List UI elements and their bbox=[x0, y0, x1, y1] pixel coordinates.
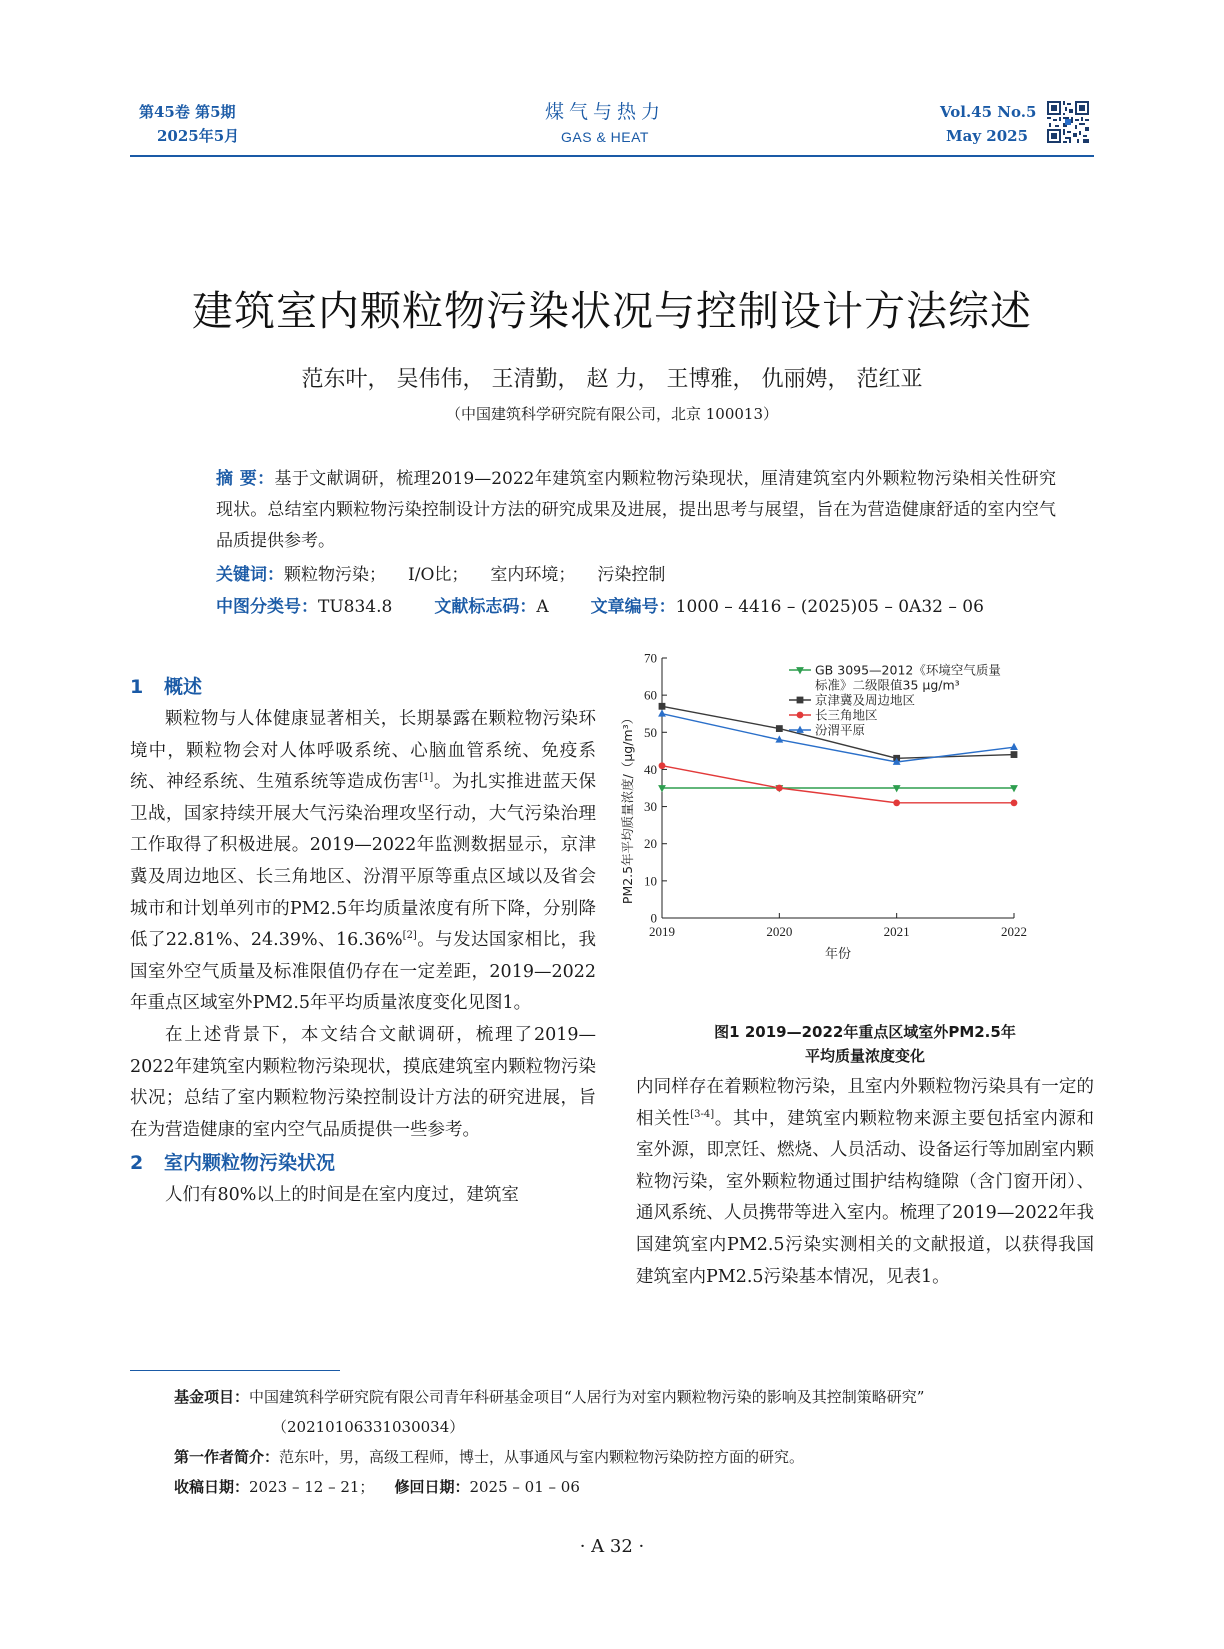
legend-marker bbox=[797, 712, 804, 719]
header-volume-en-line1: Vol.45 No.5 bbox=[940, 103, 1037, 121]
journal-name-en: GAS & HEAT bbox=[561, 129, 649, 145]
fund-label: 基金项目： bbox=[174, 1388, 250, 1406]
y-axis-label: PM2.5年平均质量浓度/（μg/m³） bbox=[620, 711, 635, 905]
data-point-series-2 bbox=[776, 785, 783, 792]
fund-text: 中国建筑科学研究院有限公司青年科研基金项目“人居行为对室内颗粒物污染的影响及其控制策略研究” bbox=[249, 1388, 925, 1406]
y-tick-label: 10 bbox=[644, 873, 657, 889]
legend-marker bbox=[797, 697, 804, 704]
data-point-series-1 bbox=[659, 703, 666, 710]
data-point-series-3 bbox=[1010, 743, 1018, 750]
revised-date-label: 修回日期： bbox=[394, 1478, 470, 1496]
y-tick-label: 70 bbox=[644, 650, 657, 666]
section-2-paragraph-1-continued bbox=[636, 1072, 1094, 1293]
header-date: 2025年5月 bbox=[157, 127, 240, 145]
paragraph-text: 颗粒物与人体健康显著相关，长期暴露在颗粒物污染环境中，颗粒物会对人体呼吸系统、心脑血管系统、免疫系统、神经系统、生殖系统等造成伤害 bbox=[130, 709, 596, 793]
header-volume-en-line2: May 2025 bbox=[946, 127, 1029, 145]
header-divider bbox=[130, 155, 1094, 157]
section-1-heading bbox=[130, 670, 596, 704]
paragraph-text: 。其中，建筑室内颗粒物来源主要包括室内源和室外源，即烹饪、燃烧、人员活动、设备运行等加剧室内颗粒物污染，室外颗粒物通过围护结构缝隙（含门窗开闭）、通风系统、人员携带等进入室内。梳理了2019—2022年我国建筑室内PM2.5污染实测相关的文献报道，以获得我国建筑室内PM2.5污染基本情况，见表1。 bbox=[636, 1108, 1095, 1287]
y-tick-label: 60 bbox=[644, 687, 657, 703]
keyword-item: 颗粒物污染； bbox=[284, 565, 386, 585]
author-bio-label: 第一作者简介： bbox=[174, 1448, 280, 1466]
header-issue-info bbox=[139, 100, 239, 148]
data-point-series-0 bbox=[1010, 785, 1018, 792]
abstract-label: 摘 要： bbox=[216, 469, 275, 489]
received-date-value: 2023 – 12 – 21； bbox=[249, 1478, 375, 1496]
keyword-item: 污染控制 bbox=[597, 565, 666, 585]
doc-code-value: A bbox=[536, 597, 549, 617]
y-tick-label: 40 bbox=[644, 761, 657, 777]
figure-1-caption bbox=[636, 1020, 1094, 1068]
data-point-series-0 bbox=[893, 785, 901, 792]
section-2-paragraph-1-start: 人们有80%以上的时间是在室内度过，建筑室 bbox=[165, 1185, 519, 1206]
data-point-series-2 bbox=[1011, 799, 1018, 806]
section-1-number: 1 bbox=[130, 676, 144, 698]
section-2-title: 室内颗粒物污染状况 bbox=[164, 1152, 336, 1175]
citation-ref: [2] bbox=[402, 930, 417, 942]
section-1-paragraph-1 bbox=[130, 704, 596, 1020]
footnotes bbox=[174, 1382, 1094, 1502]
figure-caption-line2: 平均质量浓度变化 bbox=[804, 1047, 925, 1065]
x-tick-label: 2022 bbox=[1001, 924, 1027, 939]
legend-marker bbox=[796, 726, 804, 733]
section-2-number: 2 bbox=[130, 1152, 144, 1175]
legend-label: 长三角地区 bbox=[815, 707, 878, 723]
y-tick-label: 0 bbox=[650, 910, 657, 926]
x-tick-label: 2019 bbox=[649, 924, 675, 939]
classification-line bbox=[216, 592, 984, 622]
legend-label: 标准》二级限值35 μg/m³ bbox=[815, 677, 960, 693]
series-line-2 bbox=[662, 766, 1014, 803]
legend-label: 汾渭平原 bbox=[815, 722, 866, 738]
data-point-series-3 bbox=[658, 709, 666, 716]
citation-ref: [1] bbox=[419, 772, 434, 784]
legend-label: 京津冀及周边地区 bbox=[815, 692, 916, 708]
journal-name-cn: 煤气与热力 bbox=[544, 101, 665, 123]
author-list: 范东叶， 吴伟伟， 王清勤， 赵 力， 王博雅， 仇丽娉， 范红亚 bbox=[301, 367, 923, 392]
footnote-divider bbox=[130, 1370, 340, 1371]
fund-code: （20210106331030034） bbox=[272, 1418, 465, 1436]
section-1-title: 概述 bbox=[164, 676, 203, 698]
author-bio-text: 范东叶，男，高级工程师，博士，从事通风与室内颗粒物污染防控方面的研究。 bbox=[279, 1448, 805, 1466]
received-date-label: 收稿日期： bbox=[174, 1478, 250, 1496]
data-point-series-1 bbox=[1011, 751, 1018, 758]
legend-marker bbox=[796, 667, 804, 674]
qr-code-icon bbox=[1047, 101, 1089, 143]
figure-caption-line1: 图1 2019—2022年重点区域室外PM2.5年 bbox=[714, 1023, 1016, 1041]
paragraph-text: 内同样存在着颗粒物污染，且室内外颗粒物污染具有一定的相关性 bbox=[636, 1077, 1094, 1129]
paragraph-text: 。与发达国家相比，我国室外空气质量及标准限值仍存在一定差距，2019—2022年重点区域室外PM2.5年平均质量浓度变化见图1。 bbox=[130, 930, 596, 1014]
y-tick-label: 50 bbox=[644, 724, 657, 740]
y-tick-label: 30 bbox=[644, 799, 657, 815]
y-tick-label: 20 bbox=[644, 836, 657, 852]
keywords-label: 关键词： bbox=[216, 565, 284, 585]
right-column bbox=[636, 1072, 1094, 1293]
left-column bbox=[130, 670, 596, 1212]
page-number: · A 32 · bbox=[579, 1536, 645, 1557]
article-number-value: 1000 – 4416 – (2025)05 – 0A32 – 06 bbox=[675, 597, 984, 617]
citation-ref: [3-4] bbox=[690, 1108, 715, 1120]
clc-label: 中图分类号： bbox=[216, 597, 318, 617]
journal-name bbox=[470, 98, 740, 148]
keywords bbox=[216, 560, 665, 590]
keyword-item: I/O比； bbox=[408, 565, 469, 585]
clc-value: TU834.8 bbox=[318, 597, 393, 617]
affiliation: （中国建筑科学研究院有限公司，北京 100013） bbox=[445, 405, 779, 423]
x-axis-label: 年份 bbox=[824, 947, 852, 962]
article-title: 建筑室内颗粒物污染状况与控制设计方法综述 bbox=[192, 287, 1032, 335]
paragraph-text: 。为扎实推进蓝天保卫战，国家持续开展大气污染治理攻坚行动，大气污染治理工作取得了积极进展。2019—2022年监测数据显示，京津冀及周边地区、长三角地区、汾渭平原等重点区域以及省会城市和计划单列市的PM2.5年均质量浓度有所下降，分别降低了22.81%、24.39%、16.36% bbox=[130, 772, 597, 951]
section-2-heading bbox=[130, 1146, 596, 1180]
data-point-series-2 bbox=[659, 762, 666, 769]
data-point-series-2 bbox=[893, 799, 900, 806]
keyword-item: 室内环境； bbox=[490, 565, 576, 585]
doc-code-label: 文献标志码： bbox=[434, 597, 537, 617]
x-tick-label: 2020 bbox=[766, 924, 793, 939]
data-point-series-1 bbox=[776, 725, 783, 732]
revised-date-value: 2025 – 01 – 06 bbox=[469, 1478, 580, 1496]
header-volume: 第45卷 第5期 bbox=[139, 103, 236, 121]
abstract bbox=[176, 464, 1056, 557]
pm25-line-chart bbox=[620, 650, 1094, 992]
article-number-label: 文章编号： bbox=[590, 597, 676, 617]
data-point-series-0 bbox=[658, 785, 666, 792]
section-1-paragraph-2: 在上述背景下，本文结合文献调研，梳理了2019—2022年建筑室内颗粒物污染现状，摸底建筑室内颗粒物污染状况；总结了室内颗粒物污染控制设计方法的研究进展，旨在为营造健康的室内空气品质提供一些参考。 bbox=[130, 1024, 596, 1140]
legend-label: GB 3095—2012《环境空气质量 bbox=[815, 662, 1001, 678]
header-volume-en bbox=[940, 100, 1036, 148]
abstract-text: 基于文献调研，梳理2019—2022年建筑室内颗粒物污染现状，厘清建筑室内外颗粒物污染相关性研究现状。总结室内颗粒物污染控制设计方法的研究成果及进展，提出思考与展望，旨在为营造健康舒适的室内空气品质提供参考。 bbox=[216, 469, 1057, 551]
x-tick-label: 2021 bbox=[883, 924, 910, 939]
